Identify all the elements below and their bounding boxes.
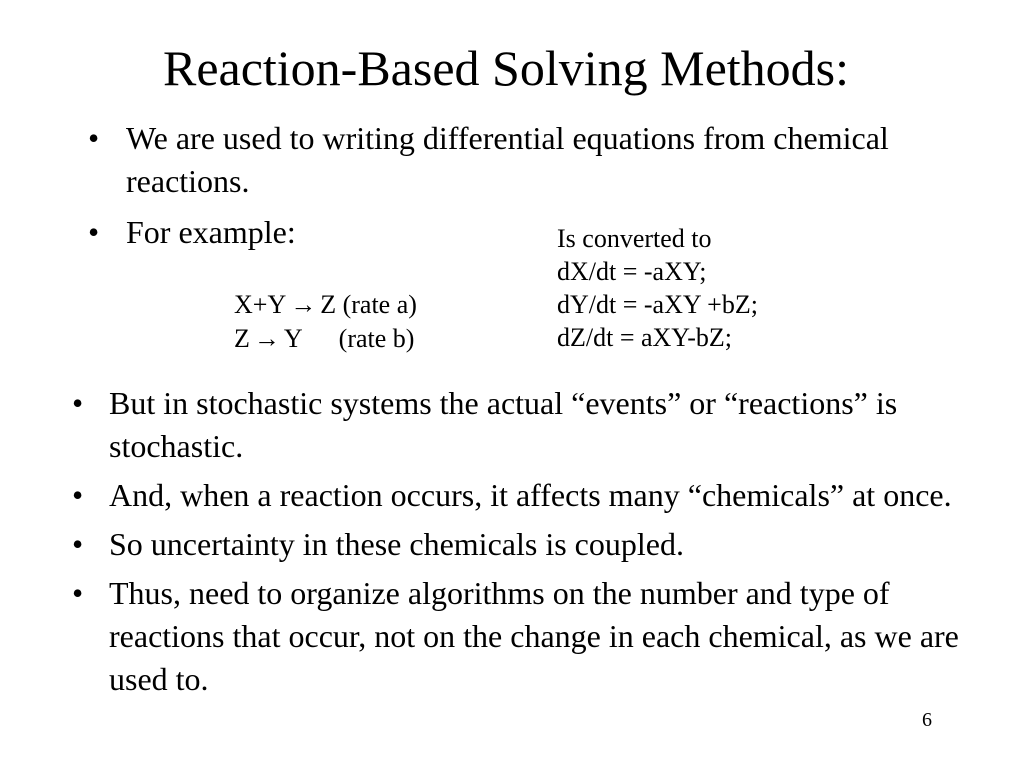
bullet-text: Thus, need to organize algorithms on the number and type of reactions that occur, not on the change in each chemical, as we are used to. bbox=[109, 575, 959, 697]
product-with-rate: Z (rate a) bbox=[320, 290, 417, 319]
converted-equations bbox=[557, 222, 758, 354]
bullet-icon: • bbox=[72, 385, 84, 421]
rate-label: (rate b) bbox=[338, 324, 415, 353]
reactants: X+Y bbox=[234, 290, 287, 319]
bullet-icon: • bbox=[88, 214, 100, 250]
bullet-text: But in stochastic systems the actual “events” or “reactions” is stochastic. bbox=[109, 385, 898, 464]
equation-dx: dX/dt = -aXY; bbox=[557, 257, 707, 286]
reactants: Z bbox=[234, 324, 250, 353]
bullet-icon: • bbox=[72, 526, 84, 562]
product: Y bbox=[283, 324, 303, 353]
bullet-icon: • bbox=[72, 575, 84, 611]
bullet-item bbox=[72, 382, 972, 468]
bullet-item bbox=[72, 572, 972, 701]
bullet-item bbox=[72, 523, 972, 566]
equation-dz: dZ/dt = aXY-bZ; bbox=[557, 323, 732, 352]
bullet-text: We are used to writing differential equations from chemical reactions. bbox=[126, 120, 889, 199]
reaction-line-2 bbox=[234, 322, 417, 356]
bullet-item bbox=[72, 474, 972, 517]
arrow-right-icon: → bbox=[253, 324, 280, 353]
bullet-text: And, when a reaction occurs, it affects many “chemicals” at once. bbox=[109, 477, 952, 513]
bullet-icon: • bbox=[72, 477, 84, 513]
bullet-item bbox=[88, 211, 948, 254]
top-bullet-list bbox=[88, 117, 948, 262]
arrow-right-icon: → bbox=[290, 290, 317, 319]
equation-dy: dY/dt = -aXY +bZ; bbox=[557, 290, 758, 319]
slide-title: Reaction-Based Solving Methods: bbox=[162, 40, 850, 96]
bullet-icon: • bbox=[88, 120, 100, 156]
bullet-text: So uncertainty in these chemicals is coupled. bbox=[109, 526, 684, 562]
bullet-text: For example: bbox=[126, 214, 296, 250]
reaction-equations bbox=[234, 288, 417, 356]
reaction-line-1 bbox=[234, 288, 417, 322]
converted-heading: Is converted to bbox=[557, 224, 712, 253]
bottom-bullet-list bbox=[72, 382, 972, 707]
bullet-item bbox=[88, 117, 948, 203]
page-number: 6 bbox=[922, 709, 932, 731]
